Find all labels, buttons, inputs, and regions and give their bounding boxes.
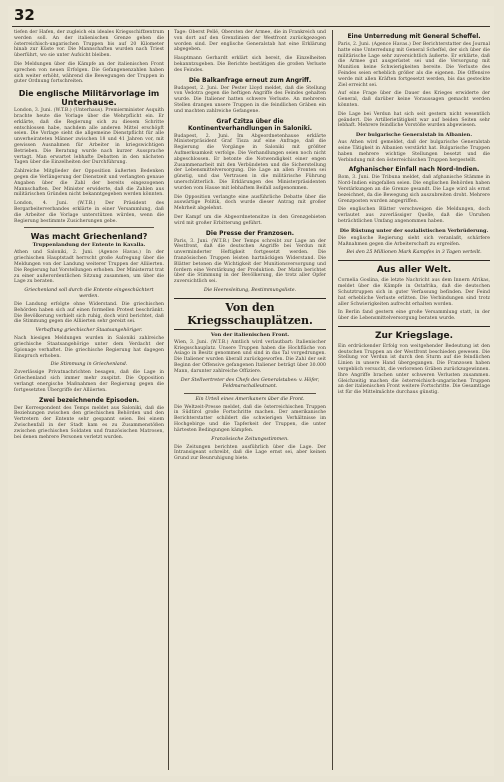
column-3 bbox=[338, 30, 490, 772]
column-divider-2 bbox=[332, 30, 333, 770]
banner-war-theatres: Von den Kriegsschauplätzen. bbox=[174, 298, 326, 330]
column-1 bbox=[14, 30, 164, 772]
subheading: Bei den 25 Millionen Mark Kampfes in 3 Tagen verteilt. bbox=[346, 250, 482, 256]
page-number: 32 bbox=[14, 6, 35, 24]
article-paragraph: tiefen der Hafen, der zugleich ein ideales Kriegsschiffzentrum werden soll. An der italienischen Grenze gehen die österreichisch-ungarischen Truppen bis auf 20 Kilometer hinab zur Küste vor. Die Mannschaften wurden nach Triest überführt, wo sie unter Aufsicht bleiben. bbox=[14, 30, 164, 59]
subheading: Französische Zeitungsstimmen. bbox=[211, 436, 289, 442]
article-paragraph: Die Zeitungen berichten ausführlich über die Lage. Der Intransigeant schreibt, daß die Lage ernst sei, aber keinen Grund zur Beunruhigung biete. bbox=[174, 444, 326, 462]
article-paragraph: Nach hiesigen Meldungen wurden in Saloniki zahlreiche griechische Staatsangehörige unter dem Verdacht der Spionage verhaftet. Die griechische Regierung hat dagegen Einspruch erhoben. bbox=[14, 336, 164, 359]
column-2 bbox=[174, 30, 326, 772]
article-paragraph: Zuverlässige Privatnachrichten besagen, daß die Lage in Griechenland sich immer mehr zuspitzt. Die Opposition verlangt energische Maßnahmen der Regierung gegen die fortgesetzten Übergriffe der Alliierten. bbox=[14, 370, 164, 393]
article-paragraph: Tage: Oberst Pellé, Obersten der Armee, die in Frankreich und von dort auf den Grenzlinien der Westfront zurückgezogen worden sind. Der englische Generalstab hat eine Erklärung abgegeben. bbox=[174, 30, 326, 53]
article-paragraph: Aus Athen wird gemeldet, daß der bulgarische Generalstab seine Tätigkeit in Albanien verstärkt hat. Bulgarische Truppen haben mehrere wichtige Stellungen besetzt und die Verbindung mit den österreichischen Truppen hergestellt. bbox=[338, 140, 490, 163]
article-paragraph: Ein erdrückender Erfolg von weitgehender Bedeutung ist den deutschen Truppen an der Westfront beschieden gewesen. Die Stellung vor Verdun ist durch den Sturm auf die feindlichen Linien in unsere Hand übergegangen. Die Franzosen haben vergeblich versucht, die verlorenen Gräben zurückzugewinnen. Ihre Angriffe brachen unter schweren Verlusten zusammen. Gleichzeitig machen die österreichisch-ungarischen Truppen an der italienischen Front weitere Fortschritte. Die Gesamtlage ist für die Mittelmächte durchaus günstig. bbox=[338, 343, 490, 396]
headline-english-military-bill: Die englische Militärvorlage im Unterhause. bbox=[18, 89, 160, 108]
article-paragraph: Die englischen Blätter verschweigen die Meldungen, doch verlautet aus zuverlässiger Quelle, daß die Unruhen beträchtlichen Umfang angenommen haben. bbox=[338, 207, 490, 224]
article-paragraph: Der Korrespondent des Temps meldet aus Saloniki, daß die Beziehungen zwischen den griechischen Behörden und den Vertretern der Entente sehr gespannt seien. Bei einem Zwischenfall in der Stadt kam es zu Zusammenstößen zwischen griechischen Soldaten und französischen Matrosen, bei denen mehrere Personen verletzt wurden. bbox=[14, 405, 164, 440]
article-paragraph: Hauptmann Gerhardt erklärt sich bereit, die Einzelheiten bekanntzugeben. Die Berichte bestätigen die großen Verluste des Feindes. bbox=[174, 56, 326, 73]
headline-italian-front: Von der italienischen Front. bbox=[210, 331, 290, 338]
headline-general-interview: Eine Unterredung mit General Scheffel. bbox=[347, 33, 481, 40]
headline-kriegslage: Zur Kriegslage. bbox=[374, 330, 454, 341]
signature-line: Der Stellvertreter des Chefs des Generalstabes: v. Höfer, Feldmarschalleutnant. bbox=[180, 377, 320, 389]
newspaper-page bbox=[8, 6, 494, 776]
headline-bulgarian-staff: Der bulgarische Generalstab in Albanien. bbox=[355, 132, 473, 139]
section-separator bbox=[338, 260, 490, 261]
article-paragraph: Cornelia Goslina, die letzte Nachricht aus dem Innern Afrikas, meldet über die Kämpfe in Ostafrika, daß die deutschen Schutztruppen sich in guter Verfassung befinden. Der Feind hat erhebliche Verluste erlitten. Die Verbindungen sind trotz aller Schwierigkeiten aufrecht erhalten worden. bbox=[338, 278, 490, 307]
article-paragraph: London, 4. Juni. (W.T.B.) Der Präsident des Bergarbeiterverbandes erklärte in einer Versammlung, daß die Arbeiter die Vorlage unterstützen würden, wenn die Regierung bestimmte Zusicherungen gebe. bbox=[14, 201, 164, 224]
article-paragraph: Paris, 2. Juni. (Agence Havas.) Der Berichterstatter des Journal hatte eine Unterredung mit General Scheffel, der sich über die militärische Lage sehr zuversichtlich äußerte. Er erklärte, daß die Armee gut ausgerüstet sei und die Versorgung mit Munition keine Schwierigkeiten bereite. Die Verluste des Feindes seien erheblich größer als die eigenen. Die Offensive werde mit allen Kräften fortgesetzt werden, bis das gesteckte Ziel erreicht sei. bbox=[338, 42, 490, 88]
article-paragraph: Paris, 3. Juni. (W.T.B.) Der Temps schreibt zur Lage an der Westfront, daß die deutschen Angriffe bei Verdun mit unverminderter Heftigkeit fortgesetzt werden. Die französischen Truppen leisten hartnäckigen Widerstand. Die Blätter betonen die Wichtigkeit der Munitionsversorgung und fordern eine Verstärkung der Produktion. Der Matin berichtet über die Stimmung in der Bevölkerung, die trotz aller Opfer zuversichtlich sei. bbox=[174, 238, 326, 285]
headline-tisza: Graf Czitza über die Kontinentverhandlungen in Saloniki. bbox=[187, 117, 313, 132]
section-separator bbox=[24, 227, 154, 228]
article-paragraph: Die Lage bei Verdun hat sich seit gestern nicht wesentlich geändert. Die Artillerietätigkeit war auf beiden Seiten sehr lebhaft. Mehrere feindliche Vorstöße wurden abgewiesen. bbox=[338, 111, 490, 129]
article-paragraph: Die englische Regierung sieht sich veranlaßt, schärfere Maßnahmen gegen die Arbeiterschaft zu ergreifen. bbox=[338, 235, 490, 247]
header-rule bbox=[12, 26, 490, 27]
headline-aus-aller-welt: Aus aller Welt. bbox=[376, 265, 452, 276]
article-paragraph: Budapest, 2. Juni. Der Pester Lloyd meldet, daß die Stellung von Vedotra gegen die heftigen Angriffe des Feindes gehalten wurde. Die Italiener hatten schwere Verluste. An mehreren Stellen drangen unsere Truppen in die feindlichen Gräben ein und machten zahlreiche Gefangene. bbox=[174, 85, 326, 114]
subheading: Verhaftung griechischer Staatsangehöriger. bbox=[35, 328, 143, 334]
article-paragraph: Budapest, 2. Juni. Im Abgeordnetenhause erklärte Ministerpräsident Graf Tisza auf eine Anfrage, daß die Regierung die Vorgänge in Saloniki mit größter Aufmerksamkeit verfolge. Die Verhandlungen seien noch nicht abgeschlossen. Er betonte die Notwendigkeit einer engen Zusammenarbeit mit den Verbündeten und die Sicherstellung der Lebensmittelversorgung. Die Lage an allen Fronten sei günstig, und das Vertrauen in die militärische Führung unerschütterlich. Die Erklärungen des Ministerpräsidenten wurden vom Hause mit lebhaftem Beifall aufgenommen. bbox=[174, 133, 326, 191]
article-paragraph: Die Weltzeit-Presse meldet, daß die österreichischen Truppen in Südtirol große Fortschritte machen. Der amerikanische Berichterstatter schildert die schwierigen Verhältnisse im Hochgebirge und die Tapferkeit der Truppen, die unter härtesten Bedingungen kämpfen. bbox=[174, 404, 326, 433]
column-divider-1 bbox=[168, 30, 169, 770]
article-paragraph: Rom, 3. Juni. Die Tribuna meldet, daß afghanische Stämme in Nord-Indien eingefallen seien. Die englischen Behörden haben Verstärkungen an die Grenze gesandt. Die Lage wird als ernst bezeichnet, da die Bewegung sich auszubreiten droht. Mehrere Grenzposten wurden angegriffen. bbox=[338, 175, 490, 204]
article-paragraph: Die Meldungen über die Kämpfe an der italienischen Front sprechen von neuen Erfolgen. Die Gefangenenzahlen haben sich weiter erhöht, während die Bewegungen der Truppen in guter Ordnung fortschreiten. bbox=[14, 61, 164, 85]
article-paragraph: Der Kampf um die Abgeordnetensitze in den Grenzgebieten wird mit großer Erbitterung geführt. bbox=[174, 214, 326, 226]
article-paragraph: Die Opposition verlangte eine ausführliche Debatte über die auswärtige Politik, doch wurde dieser Antrag mit großer Mehrheit abgelehnt. bbox=[174, 194, 326, 212]
headline-greece: Was macht Griechenland? bbox=[30, 232, 148, 242]
subheading: Ein Urteil eines Amerikaners über die Front. bbox=[195, 396, 305, 402]
article-paragraph: Die Landung erfolgte ohne Widerstand. Die griechischen Behörden haben sich auf einen formellen Protest beschränkt. Die Bevölkerung verhielt sich ruhig, doch wird berichtet, daß die Stimmung gegen die Alliierten sehr gereizt sei. bbox=[14, 302, 164, 325]
subheading: Die Heeresleitung, Bestimmungsliste. bbox=[203, 287, 297, 293]
subheading: Die Stimmung in Griechenland. bbox=[50, 362, 128, 368]
subheading: Griechenland soll durch die Entente eingeschüchtert werden. bbox=[24, 288, 154, 300]
subheadline-kavalla: Truppenlandung der Entente in Kavalla. bbox=[32, 242, 146, 249]
section-separator bbox=[184, 393, 316, 394]
headline-two-episodes: Zwei bezeichnende Episoden. bbox=[38, 396, 140, 404]
article-paragraph: Wien, 3. Juni. (W.T.B.) Amtlich wird verlautbart: Italienischer Kriegsschauplatz. Unsere Truppen haben die Hochfläche von Asiago in Besitz genommen und sind in das Tal vorgedrungen. Die Italiener wurden überall zurückgeworfen. Die Zahl der seit Beginn der Offensive gefangenen Italiener beträgt über 30.000 Mann, darunter zahlreiche Offiziere. bbox=[174, 339, 326, 374]
headline-balkan: Die Balkanfrage erneut zum Angriff. bbox=[188, 76, 312, 84]
article-paragraph: Zahlreiche Mitglieder der Opposition äußerten Bedenken gegen die Verlängerung der Dienstzeit und verlangten genaue Angaben über die Zahl der bereits eingezogenen Mannschaften. Der Minister erwiderte, daß die Zahlen aus militärischen Gründen nicht bekanntgegeben werden könnten. bbox=[14, 169, 164, 198]
article-paragraph: London, 3. Juni. (W.T.B.) (Unterhaus). Premierminister Asquith brachte heute die Vorlage über die Wehrpflicht ein. Er erklärte, daß die Regierung sich zu diesem Schritte entschlossen habe, nachdem alle anderen Mittel erschöpft seien. Die Vorlage sieht die allgemeine Dienstpflicht für alle unverheirateten Männer zwischen 18 und 41 Jahren vor, mit gewissen Ausnahmen für Arbeiter in kriegswichtigen Betrieben. Die Beratung wurde nach kurzer Aussprache vertagt. Man erwartet lebhafte Debatten in den nächsten Tagen über die Einzelheiten der Durchführung. bbox=[14, 108, 164, 166]
headline-afghan-incursion: Afghanischer Einfall nach Nord-Indien. bbox=[348, 166, 480, 174]
headline-french-press: Die Presse der Franzosen. bbox=[205, 229, 295, 237]
article-paragraph: In Berlin fand gestern eine große Versammlung statt, in der über die Lebensmittelversorgung beraten wurde. bbox=[338, 310, 490, 322]
headline-armament: Die Rüstung unter der sozialistischen Verbrüderung. bbox=[339, 227, 489, 234]
article-paragraph: Auf eine Frage über die Dauer des Krieges erwiderte der General, daß darüber keine Voraussagen gemacht werden könnten. bbox=[338, 91, 490, 108]
article-paragraph: Athen und Saloniki, 2. Juni. (Agence Havas.) In der griechischen Hauptstadt herrscht große Aufregung über die Meldungen von der Landung weiterer Truppen der Alliierten. Die Regierung hat Vorstellungen erhoben. Der Ministerrat trat zu einer außerordentlichen Sitzung zusammen, um über die Lage zu beraten. bbox=[14, 250, 164, 285]
section-separator bbox=[338, 326, 490, 327]
